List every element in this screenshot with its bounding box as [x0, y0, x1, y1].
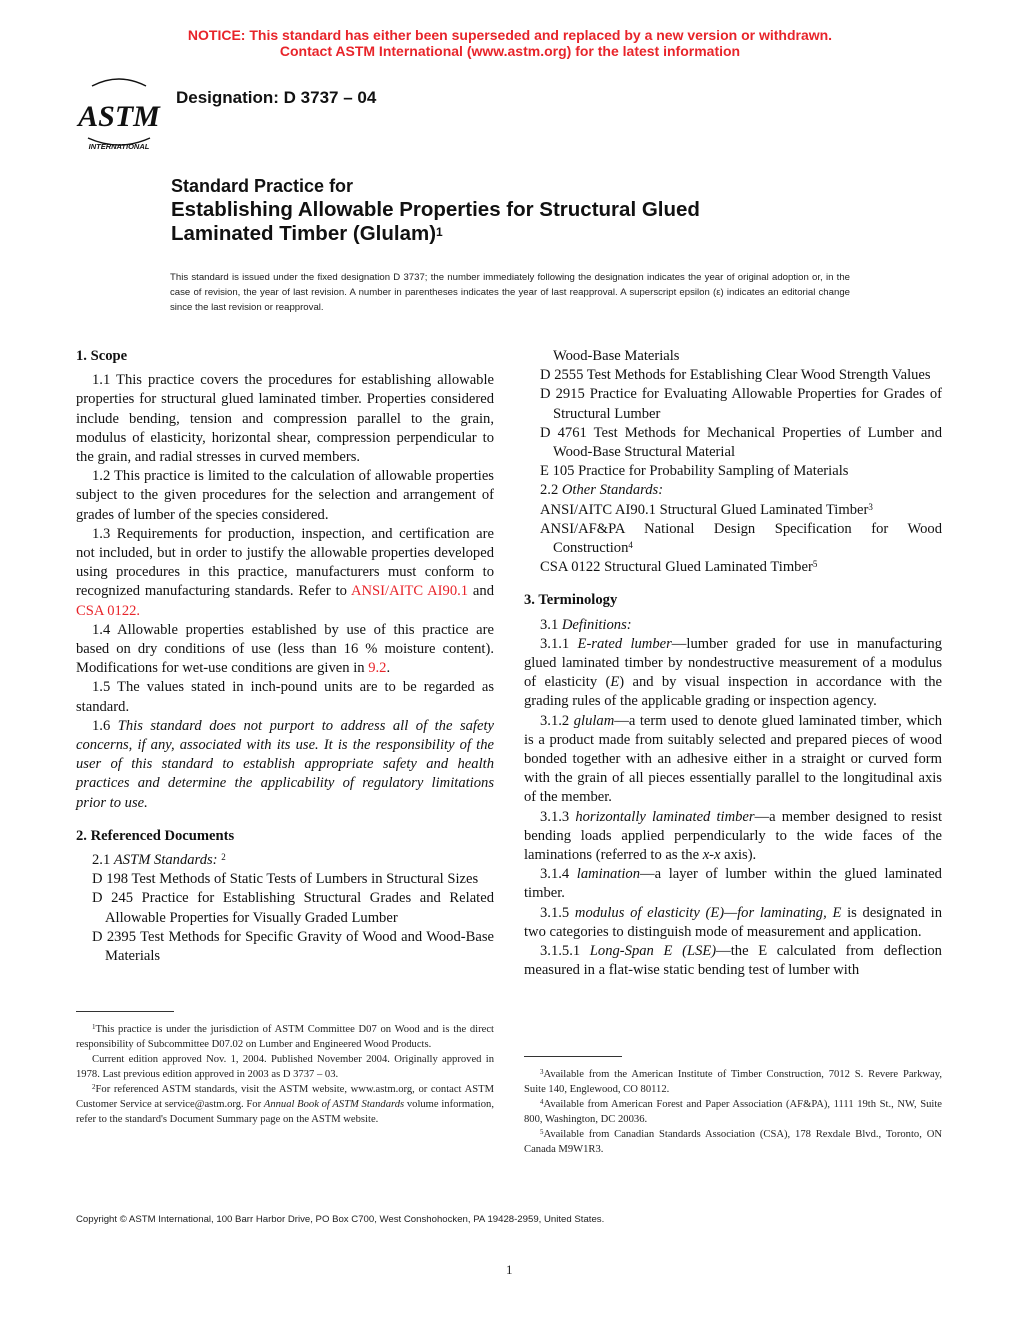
issuance-statement: This standard is issued under the fixed designation D 3737; the number immediately following the designation indicates the year of original adoption or, in the case of revision, the year of last revision. A number in parentheses indicates the year of last reapproval. A superscript epsilon (ε) indicates an editorial change since the last revision or reapproval.	[170, 272, 850, 313]
notice-line-2: Contact ASTM International (www.astm.org) for the latest information	[279, 43, 741, 59]
paragraph-1-3: 1.3 Requirements for production, inspection, and certification are not included, but in order to justify the allowable properties developed using procedures in this practice, manufacturers must conform to recognized manufacturing standards. Refer to ANSI/AITC AI90.1 and CSA 0122.	[76, 525, 494, 619]
section-heading-scope: 1. Scope	[76, 348, 128, 364]
reference-d245: D 245 Practice for Establishing Structural Grades and Related Allowable Properties for Visually Graded Lumber	[92, 890, 494, 926]
reference-d2555: D 2555 Test Methods for Establishing Clear Wood Strength Values	[540, 367, 931, 384]
title-line-1: Establishing Allowable Properties for Structural Glued	[171, 198, 700, 221]
right-column	[524, 347, 942, 981]
left-column	[76, 347, 494, 965]
footnote-divider-left	[76, 1011, 174, 1012]
astm-logo	[78, 76, 160, 152]
footnote-2: $^2$For referenced ASTM standards, visit the ASTM website, www.astm.org, or contact ASTM Customer Service at service@astm.org. For Annual Book of ASTM Standards volume information, refer to the standard's Document Summary page on the ASTM website.	[76, 1083, 494, 1125]
document-title	[171, 174, 871, 246]
footnote-ref-3[interactable]: 3	[868, 501, 873, 512]
reference-ansi-afpa: ANSI/AF&PA National Design Specification for Wood Construction$^4$	[540, 520, 942, 557]
paragraph-1-6: 1.6 This standard does not purport to address all of the safety concerns, if any, associated with its use. It is the responsibility of the user of this standard to establish appropriate safety and health practices and determine the applicability of regulatory limitations prior to use.	[76, 717, 494, 811]
reference-d4761: D 4761 Test Methods for Mechanical Properties of Lumber and Wood-Base Structural Material	[540, 424, 942, 461]
footnote-4: $^4$Available from American Forest and Paper Association (AF&PA), 1111 19th St., NW, Suite 800, Washington, DC 20036.	[524, 1098, 942, 1125]
reference-d2395-continued: Wood-Base Materials	[553, 348, 680, 364]
reference-ansi-aitc: ANSI/AITC AI90.1 Structural Glued Laminated Timber$^3$	[540, 501, 873, 518]
footnote-1-edition: Current edition approved Nov. 1, 2004. Published November 2004. Originally approved in 1978. Last previous edition approved in 2003 as D 3737 – 03.	[76, 1054, 494, 1080]
subsection-2-1: 2.1 ASTM Standards: $^2$	[92, 852, 226, 869]
reference-e105: E 105 Practice for Probability Sampling of Materials	[540, 463, 849, 480]
footnote-ref-4[interactable]: 4	[628, 540, 633, 551]
logo-subtext: INTERNATIONAL	[88, 142, 150, 151]
link-csa-0122[interactable]: CSA 0122.	[76, 602, 141, 619]
title-line-2: Laminated Timber (Glulam)$^1$	[171, 222, 443, 245]
reference-d2395: D 2395 Test Methods for Specific Gravity of Wood and Wood-Base Materials	[92, 928, 494, 965]
designation: Designation: D 3737 – 04	[176, 88, 377, 107]
footnotes-right	[524, 1067, 942, 1157]
paragraph-1-1: 1.1 This practice covers the procedures for establishing allowable properties for structural glued laminated timber. Properties considered include bending, tension and compression parallel to the grain, modulus of elasticity, horizontal shear, compression perpendicular to the grain, and radial stresses in curved members.	[76, 372, 494, 466]
paragraph-1-4: 1.4 Allowable properties established by use of this practice are based on dry conditions of use (less than 16 % moisture content). Modifications for wet-use conditions are given in 9.2.	[76, 621, 494, 677]
definition-3-1-5-1: 3.1.5.1 Long-Span E (LSE)—the E calculated from deflection measured in a flat-wise static bending test of lumber with	[524, 943, 942, 979]
reference-d198: D 198 Test Methods of Static Tests of Lumbers in Structural Sizes	[92, 871, 479, 888]
notice-line-1: NOTICE: This standard has either been superseded and replaced by a new version or withdrawn.	[187, 27, 833, 43]
footnote-ref-2[interactable]: 2	[221, 852, 226, 863]
reference-csa: CSA 0122 Structural Glued Laminated Timber$^5$	[540, 559, 818, 576]
footnote-ref-5[interactable]: 5	[812, 559, 818, 570]
section-heading-terminology: 3. Terminology	[524, 592, 618, 609]
logo-mark: ASTM	[78, 100, 160, 133]
footnote-1: $^1$This practice is under the jurisdiction of ASTM Committee D07 on Wood and is the direct responsibility of Subcommittee D07.02 on Lumber and Engineered Wood Products.	[76, 1023, 494, 1050]
copyright-notice: Copyright © ASTM International, 100 Barr Harbor Drive, PO Box C700, West Conshohocken, PA 19428-2959, United States.	[76, 1214, 605, 1225]
link-section-9-2[interactable]: 9.2	[368, 660, 387, 677]
paragraph-1-2: 1.2 This practice is limited to the calculation of allowable properties subject to the given procedures for the selection and arrangement of grades of lumber of the species considered.	[76, 468, 494, 523]
definition-3-1-3: 3.1.3 horizontally laminated timber—a member designed to resist bending loads applied perpendicularly to the wide faces of the laminations (referred to as the x-x axis).	[524, 808, 942, 864]
subsection-3-1: 3.1 Definitions:	[540, 616, 632, 633]
withdrawal-notice	[0, 27, 1020, 59]
definition-3-1-4: 3.1.4 lamination—a layer of lumber within the glued laminated timber.	[524, 866, 942, 902]
definition-3-1-5: 3.1.5 modulus of elasticity (E)—for laminating, E is designated in two categories to distinguish mode of measurement and application.	[524, 904, 942, 940]
title-footnote-ref[interactable]: 1	[436, 225, 443, 239]
definition-3-1-2: 3.1.2 glulam—a term used to denote glued laminated timber, which is a product made from suitably selected and prepared pieces of wood bonded together with an adhesive either in a straight or curved form with the grain of all pieces essentially parallel to the longitudinal axis of the member.	[524, 712, 943, 806]
link-ansi-aitc[interactable]: ANSI/AITC AI90.1	[350, 583, 469, 600]
footnote-3: $^3$Available from the American Institute of Timber Construction, 7012 S. Revere Parkway, Suite 140, Englewood, CO 80112.	[524, 1068, 942, 1095]
footnotes-left	[76, 1022, 494, 1127]
section-heading-referenced-documents: 2. Referenced Documents	[76, 827, 235, 844]
paragraph-1-5: 1.5 The values stated in inch-pound units are to be regarded as standard.	[76, 679, 494, 715]
page-number: 1	[506, 1262, 513, 1277]
reference-d2915: D 2915 Practice for Evaluating Allowable Properties for Grades of Structural Lumber	[540, 386, 942, 422]
footnote-5: $^5$Available from Canadian Standards Association (CSA), 178 Rexdale Blvd., Toronto, ON Canada M9W1R3.	[524, 1128, 942, 1155]
definition-3-1-1: 3.1.1 E-rated lumber—lumber graded for use in manufacturing glued laminated timber by nondestructive measurement of a modulus of elasticity (E) and by visual inspection in accordance with the grading rules of the applicable grading or inspection agency.	[524, 635, 943, 710]
subsection-2-2: 2.2 Other Standards:	[540, 482, 664, 499]
title-prefix: Standard Practice for	[171, 176, 354, 196]
footnote-divider-right	[524, 1056, 622, 1057]
